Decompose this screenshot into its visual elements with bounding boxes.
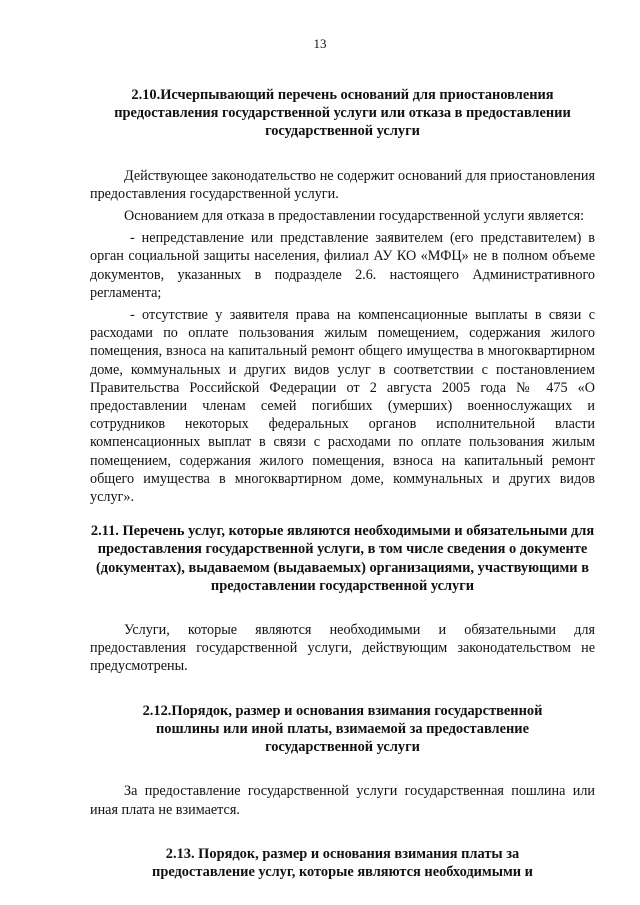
section-heading: 2.12.Порядок, размер и основания взимания государственной пошлины или иной платы, взимаемой за предоставление государственной услуги (142, 702, 543, 756)
paragraph: Действующее законодательство не содержит оснований для приостановления предоставления государственной услуги. (90, 167, 595, 202)
section-heading: 2.10.Исчерпывающий перечень оснований для приостановления предоставления государственной услуги или отказа в предоставлении государственной услуги (114, 87, 571, 140)
document-body (90, 86, 595, 881)
section-2-13 (90, 845, 595, 881)
paragraph: За предоставление государственной услуги государственная пошлина или иная плата не взимается. (90, 783, 595, 818)
paragraph-list-item: - непредставление или представление заявителем (его представителем) в орган социальной защиты населения, филиал АУ КО «МФЦ» не в полном объеме документов, указанных в подразделе 2.6. настоящего Административного регламента; (90, 230, 595, 301)
paragraph: Услуги, которые являются необходимыми и обязательными для предоставления государственной услуги, действующим законодательством не предусмотрены. (90, 622, 595, 675)
section-heading: 2.11. Перечень услуг, которые являются необходимыми и обязательными для предоставления государственной услуги, в том числе сведения о документе (документах), выдаваемом (выдаваемых) организациями, участвующими в предоставлении государственной услуги (90, 523, 595, 594)
section-2-12 (90, 702, 595, 819)
paragraph-list-item: - отсутствие у заявителя права на компенсационные выплаты в связи с расходами по оплате пользования жилым помещением, содержания жилого помещения, взноса на капитальный ремонт общего имущества в многоквартирном доме, коммунальных и других видов услуг в соответствии с постановлением Правительства Российской Федерации от 2 августа 2005 года № 475 «О предоставлении членам семей погибших (умерших) военнослужащих и сотрудников некоторых федеральных органов исполнительной власти компенсационных выплат в связи с расходами по оплате пользования жилым помещением, содержания жилого помещения, взноса на капитальный ремонт общего имущества в многоквартирном доме, коммунальных и других видов услуг». (90, 307, 595, 506)
section-2-10 (90, 86, 595, 506)
page-number: 13 (313, 36, 327, 51)
paragraph: Основанием для отказа в предоставлении государственной услуги является: (124, 208, 585, 225)
section-heading: 2.13. Порядок, размер и основания взимания платы за предоставление услуг, которые являются необходимыми и (152, 845, 533, 880)
section-2-11 (90, 522, 595, 675)
